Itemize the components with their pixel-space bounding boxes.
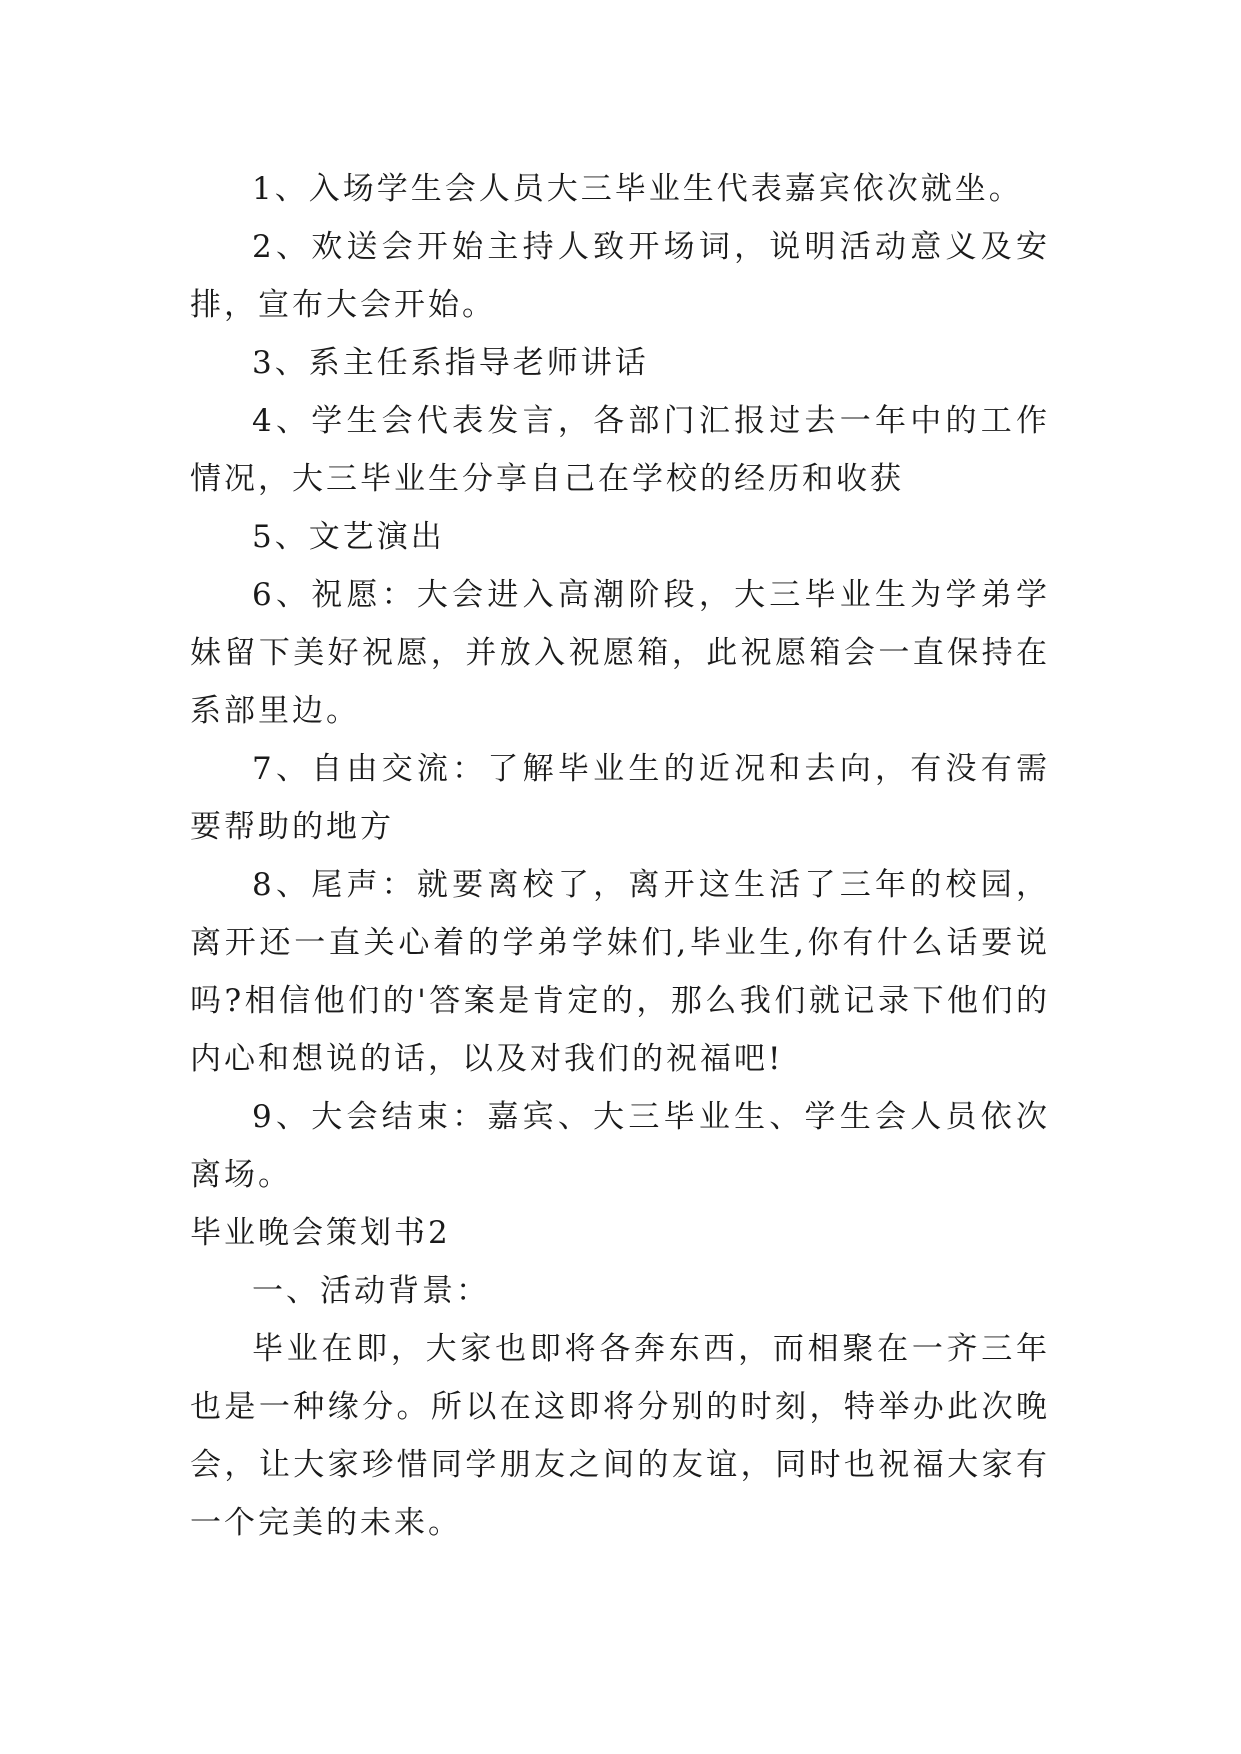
paragraph-item-6: 6、祝愿：大会进入高潮阶段，大三毕业生为学弟学妹留下美好祝愿，并放入祝愿箱，此祝愿箱会一直保持在系部里边。	[190, 577, 1050, 729]
paragraph-item-8: 8、尾声：就要离校了，离开这生活了三年的校园，离开还一直关心着的学弟学妹们,毕业生,你有什么话要说吗?相信他们的'答案是肯定的，那么我们就记录下他们的内心和想说的话，以及对我们的祝福吧!	[190, 867, 1050, 1077]
paragraph-item-4: 4、学生会代表发言，各部门汇报过去一年中的工作情况，大三毕业生分享自己在学校的经历和收获	[190, 403, 1050, 497]
paragraph-item-9: 9、大会结束：嘉宾、大三毕业生、学生会人员依次离场。	[190, 1099, 1050, 1193]
paragraph-item-2: 2、欢送会开始主持人致开场词，说明活动意义及安排，宣布大会开始。	[190, 229, 1050, 323]
paragraph-item-3: 3、系主任系指导老师讲话	[252, 345, 649, 381]
subsection-heading: 一、活动背景：	[252, 1273, 490, 1309]
paragraph-item-5: 5、文艺演出	[252, 519, 445, 555]
paragraph-item-1: 1、入场学生会人员大三毕业生代表嘉宾依次就坐。	[252, 171, 1023, 207]
section-heading: 毕业晚会策划书2	[190, 1215, 451, 1251]
background-paragraph: 毕业在即，大家也即将各奔东西，而相聚在一齐三年也是一种缘分。所以在这即将分别的时刻，特举办此次晚会，让大家珍惜同学朋友之间的友谊，同时也祝福大家有一个完美的未来。	[190, 1331, 1050, 1541]
document-body	[190, 160, 1050, 1552]
paragraph-item-7: 7、自由交流：了解毕业生的近况和去向，有没有需要帮助的地方	[190, 751, 1050, 845]
